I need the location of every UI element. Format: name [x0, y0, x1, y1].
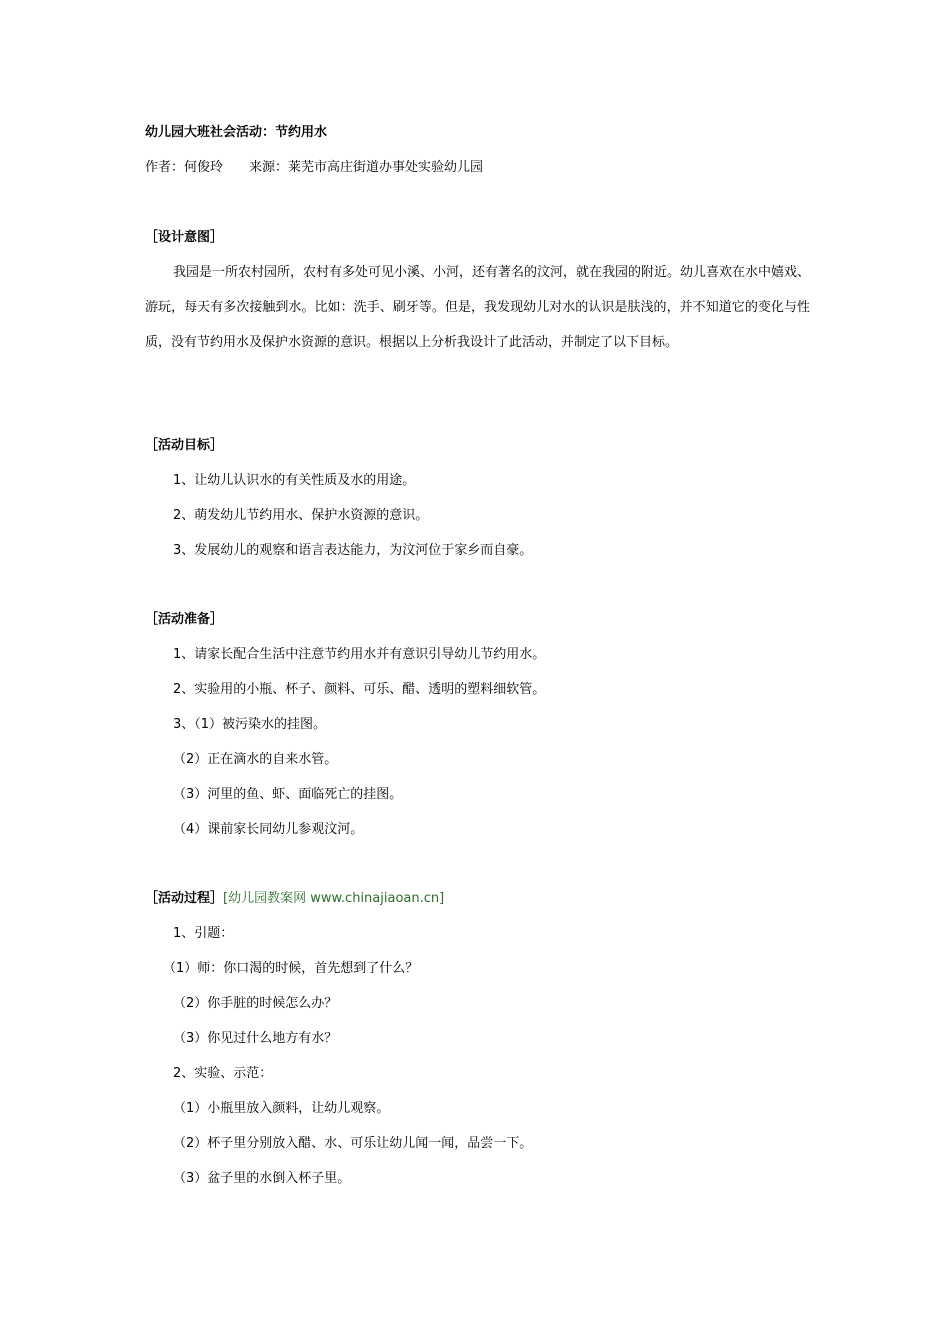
process-item: （3）你见过什么地方有水？ — [173, 1031, 338, 1046]
heading-activity-process: ［活动过程］ — [145, 891, 224, 906]
process-item: 2、实验、示范： — [173, 1066, 273, 1081]
prep-item: （3）河里的鱼、虾、面临死亡的挂图。 — [173, 787, 403, 802]
prep-item: （4）课前家长同幼儿参观汶河。 — [173, 822, 364, 837]
site-link[interactable]: [幼儿园教案网 www.chinajiaoan.cn] — [223, 891, 445, 906]
process-item: （1）师：你口渴的时候，首先想到了什么？ — [163, 961, 419, 976]
heading-activity-goals: ［活动目标］ — [145, 438, 224, 453]
prep-item: 2、实验用的小瓶、杯子、颜料、可乐、醋、透明的塑料细软管。 — [173, 682, 546, 697]
process-item: （2）你手脏的时候怎么办？ — [173, 996, 338, 1011]
document-title: 幼儿园大班社会活动：节约用水 — [145, 125, 328, 140]
goal-item: 3、发展幼儿的观察和语言表达能力，为汶河位于家乡而自豪。 — [173, 543, 533, 558]
goal-item: 1、让幼儿认识水的有关性质及水的用途。 — [173, 473, 416, 488]
goal-item: 2、萌发幼儿节约用水、保护水资源的意识。 — [173, 508, 429, 523]
prep-item: （2）正在滴水的自来水管。 — [173, 752, 338, 767]
process-item: （1）小瓶里放入颜料，让幼儿观察。 — [173, 1101, 390, 1116]
author-source-line: 作者：何俊玲 来源：莱芜市高庄街道办事处实验幼儿园 — [145, 160, 484, 175]
process-item: （3）盆子里的水倒入杯子里。 — [173, 1171, 351, 1186]
prep-item: 3、（1）被污染水的挂图。 — [173, 717, 327, 732]
process-item: （2）杯子里分别放入醋、水、可乐让幼儿闻一闻，品尝一下。 — [173, 1136, 533, 1151]
heading-design-intent: ［设计意图］ — [145, 230, 224, 245]
design-intent-paragraph: 我园是一所农村园所，农村有多处可见小溪、小河，还有著名的汶河，就在我园的附近。幼儿喜欢在水中嬉戏、游玩，每天有多次接触到水。比如：洗手、刷牙等。但是，我发现幼儿对水的认识是肤浅的，并不知道它的变化与性质，没有节约用水及保护水资源的意识。根据以上分析我设计了此活动，并制定了以下目标。 — [145, 265, 811, 350]
process-heading-row — [145, 890, 444, 908]
heading-activity-prep: ［活动准备］ — [145, 612, 224, 627]
prep-item: 1、请家长配合生活中注意节约用水并有意识引导幼儿节约用水。 — [173, 647, 546, 662]
process-item: 1、引题： — [173, 926, 234, 941]
